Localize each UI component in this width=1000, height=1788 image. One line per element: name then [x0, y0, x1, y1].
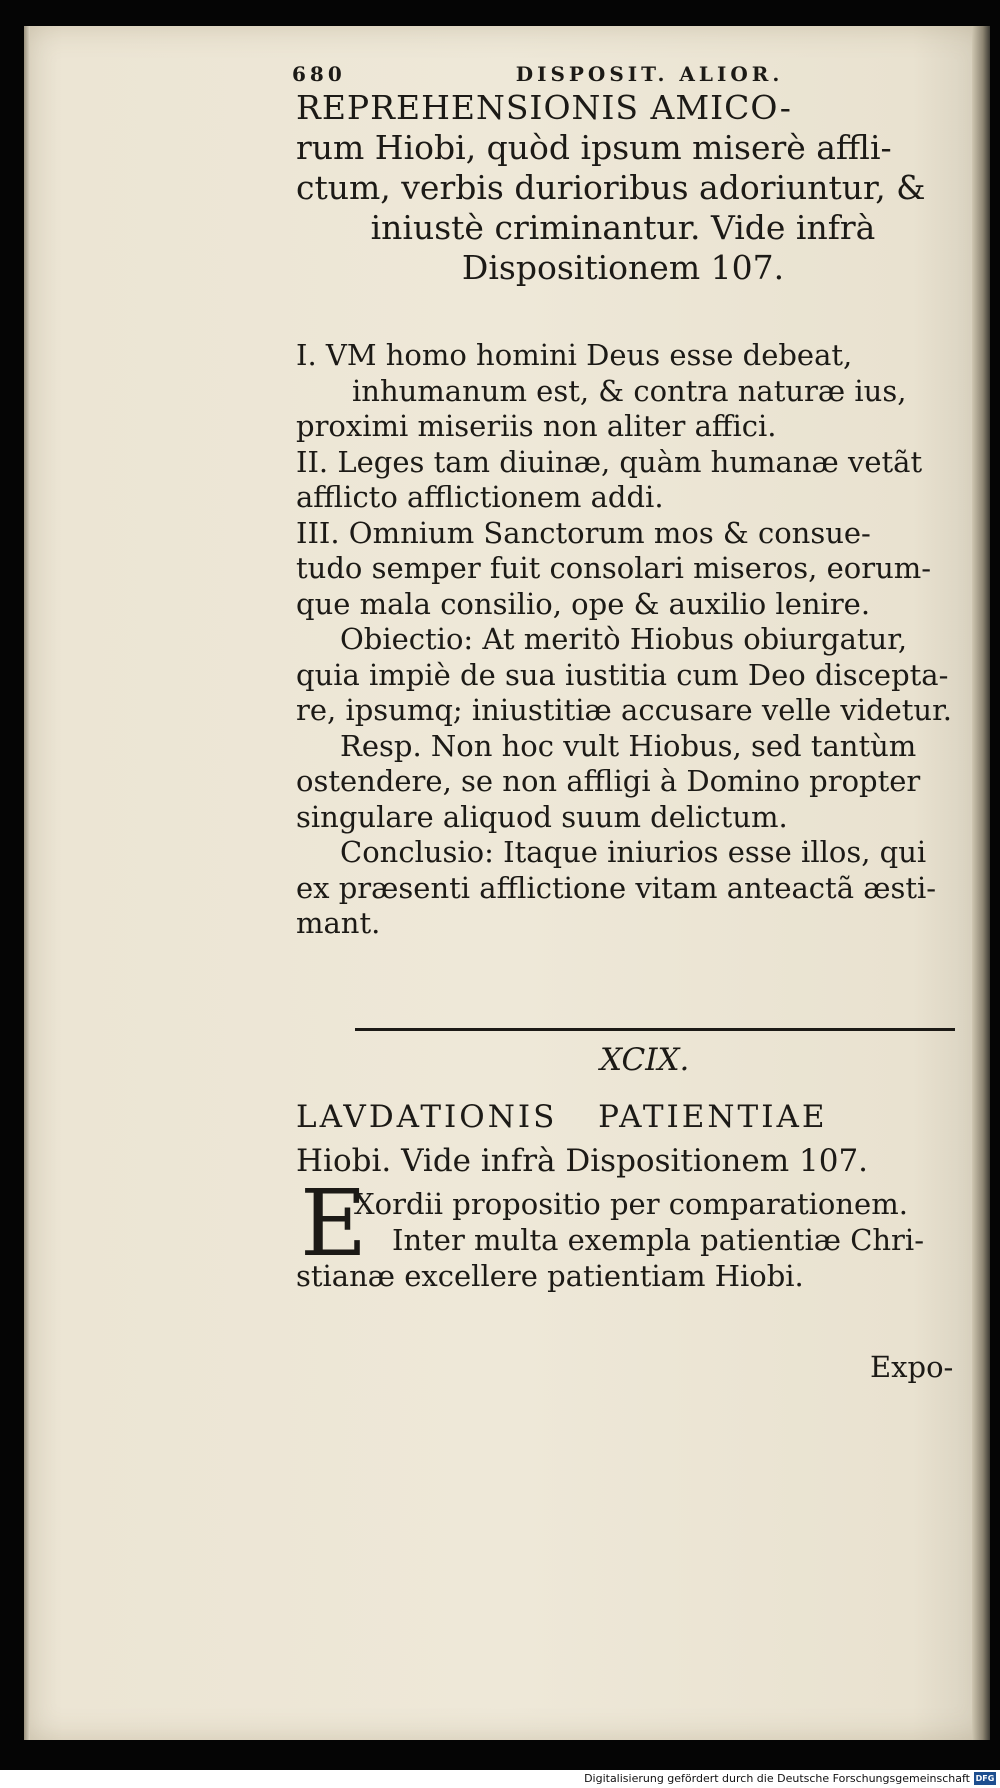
body-line: Obiectio: At meritò Hiobus obiurgatur, — [340, 622, 908, 656]
body-line: inhumanum est, & contra naturæ ius, — [352, 373, 907, 408]
section-body — [296, 338, 956, 942]
heading-line: iniustè criminantur. Vide infrà — [370, 208, 876, 247]
heading-line: LAVDATIONIS PATIENTIAE — [296, 1099, 828, 1135]
body-line: I. VM homo homini Deus esse debeat, — [296, 338, 853, 372]
heading-line: rum Hiobi, quòd ipsum miserè affli- — [296, 128, 892, 167]
footer-bar — [0, 1770, 1000, 1788]
running-head — [292, 62, 952, 86]
body-line: que mala consilio, ope & auxilio lenire. — [296, 586, 871, 621]
body-line: Conclusio: Itaque iniurios esse illos, qui — [340, 835, 927, 869]
body-line: Inter multa exempla patientiæ Chri- — [392, 1223, 924, 1257]
heading-line: Dispositionem 107. — [461, 248, 785, 287]
section-heading — [296, 1095, 956, 1183]
drop-capital: E — [300, 1170, 368, 1277]
body-line: Resp. Non hoc vult Hiobus, sed tantùm — [340, 728, 917, 763]
heading-line: Hiobi. Vide infrà Dispositionem 107. — [296, 1143, 869, 1179]
body-line: ostendere, se non affligi à Domino propter — [296, 764, 921, 798]
section-heading — [296, 88, 950, 288]
body-line: mant. — [296, 906, 381, 940]
body-line: II. Leges tam diuinæ, quàm humanæ vetãt — [296, 444, 923, 479]
body-line: ex præsenti afflictione vitam anteactã æsti- — [296, 870, 937, 905]
body-line: quia impiè de sua iustitia cum Deo discepta- — [296, 657, 949, 692]
footer-credit: Digitalisierung gefördert durch die Deutsche Forschungsgemeinschaft — [584, 1772, 970, 1785]
page-number: 680 — [292, 62, 346, 86]
body-line: afflicto afflictionem addi. — [296, 480, 664, 514]
body-line: III. Omnium Sanctorum mos & consue- — [296, 515, 871, 550]
body-line: proximi miseriis non aliter affici. — [296, 409, 777, 443]
body-line: Xordii propositio per comparationem. — [354, 1187, 908, 1221]
section-divider-rule — [355, 1028, 955, 1031]
heading-line: REPREHENSIONIS AMICO- — [296, 88, 792, 127]
section-numeral: XCIX. — [600, 1042, 690, 1078]
heading-line: ctum, verbis durioribus adoriuntur, & — [296, 168, 926, 207]
running-title: DISPOSIT. ALIOR. — [515, 62, 784, 86]
body-line: tudo semper fuit consolari miseros, eorum- — [296, 551, 932, 585]
page-fore-edge — [972, 26, 990, 1740]
section-body — [296, 1186, 956, 1294]
page-gutter — [24, 26, 30, 1740]
dfg-logo: DFG — [975, 1774, 995, 1783]
body-line: singulare aliquod suum delictum. — [296, 799, 788, 834]
catchword: Expo- — [870, 1350, 954, 1384]
body-line: stianæ excellere patientiam Hiobi. — [296, 1259, 804, 1293]
body-line: re, ipsumq; iniustitiæ accusare velle videtur. — [296, 693, 952, 727]
